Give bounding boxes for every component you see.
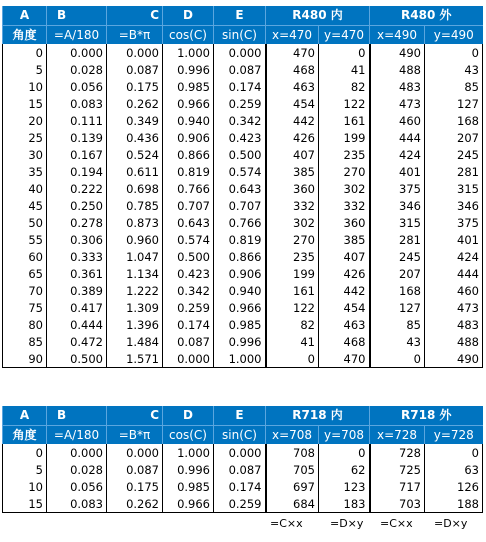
table-cell[interactable]: 281 [370, 231, 425, 248]
table-row [3, 333, 483, 350]
col-letter-c[interactable]: C [107, 6, 163, 26]
table-cell[interactable]: 424 [370, 146, 425, 163]
table-cell[interactable]: 346 [370, 197, 425, 214]
table-cell[interactable]: 0.175 [107, 78, 163, 95]
table-cell[interactable]: 0.985 [214, 316, 266, 333]
table-row [3, 299, 483, 316]
table-cell[interactable]: 0.707 [214, 197, 266, 214]
table-cell[interactable]: 426 [319, 265, 370, 282]
table-cell[interactable]: 35 [3, 163, 47, 180]
table-row [3, 112, 483, 129]
table-cell[interactable]: 0.175 [107, 478, 163, 495]
table-cell[interactable]: 0.574 [163, 231, 214, 248]
table-cell[interactable]: 0.306 [47, 231, 107, 248]
table-cell[interactable]: 401 [425, 231, 483, 248]
table-cell[interactable]: 442 [266, 112, 319, 129]
table-cell[interactable]: 281 [425, 163, 483, 180]
table-cell[interactable]: 0.423 [214, 129, 266, 146]
table-cell[interactable]: 85 [370, 316, 425, 333]
table-cell[interactable]: 65 [3, 265, 47, 282]
header-cos[interactable]: cos(C) [163, 26, 214, 45]
table-cell[interactable]: 0.500 [214, 146, 266, 163]
table-cell[interactable]: 473 [425, 299, 483, 316]
header-x-inner[interactable]: x=470 [266, 26, 319, 45]
table-cell[interactable]: 0.000 [107, 44, 163, 61]
table-cell[interactable]: 55 [3, 231, 47, 248]
table-cell[interactable]: 0.940 [214, 282, 266, 299]
table-cell[interactable]: 0.167 [47, 146, 107, 163]
table-cell[interactable]: 0.472 [47, 333, 107, 350]
table-cell[interactable]: 346 [425, 197, 483, 214]
col-letter-a[interactable]: A [3, 6, 47, 26]
table-cell[interactable]: 0.174 [163, 316, 214, 333]
table-cell[interactable]: 168 [425, 112, 483, 129]
col-letter-e[interactable]: E [214, 406, 266, 426]
table-cell[interactable]: 235 [266, 248, 319, 265]
table-cell[interactable]: 0.087 [214, 461, 266, 478]
header-row [3, 426, 483, 445]
table-cell[interactable]: 407 [319, 248, 370, 265]
table-cell[interactable]: 10 [3, 78, 47, 95]
table-row [3, 461, 483, 478]
table-cell[interactable]: 0.259 [214, 495, 266, 513]
formula-note-x-outer: =C×x [380, 517, 413, 530]
table-cell[interactable]: 0 [370, 350, 425, 368]
table-row [3, 197, 483, 214]
radius-480-table [2, 6, 483, 368]
table-cell[interactable]: 0.000 [47, 44, 107, 61]
table-cell[interactable]: 0.766 [163, 180, 214, 197]
header-x-outer[interactable]: x=490 [370, 26, 425, 45]
col-letter-b[interactable]: B [47, 6, 107, 26]
table-cell[interactable]: 245 [425, 146, 483, 163]
table-cell[interactable]: 0.222 [47, 180, 107, 197]
table-cell[interactable]: 41 [266, 333, 319, 350]
table-cell[interactable]: 0.643 [163, 214, 214, 231]
table-cell[interactable]: 0.574 [214, 163, 266, 180]
table-cell[interactable]: 0.361 [47, 265, 107, 282]
table-row [3, 78, 483, 95]
table-cell[interactable]: 0 [319, 444, 370, 461]
table-cell[interactable]: 490 [425, 350, 483, 368]
table-cell[interactable]: 0.960 [107, 231, 163, 248]
table-cell[interactable]: 0.259 [163, 299, 214, 316]
header-sin[interactable]: sin(C) [214, 426, 266, 445]
table-row [3, 146, 483, 163]
table-cell[interactable]: 463 [319, 316, 370, 333]
header-y-outer[interactable]: y=490 [425, 26, 483, 45]
table-cell[interactable]: 188 [425, 495, 483, 513]
table-cell[interactable]: 488 [370, 61, 425, 78]
formula-note-x-inner: =C×x [270, 517, 303, 530]
table-row [3, 265, 483, 282]
table-cell[interactable]: 0.262 [107, 95, 163, 112]
table-cell[interactable]: 0.423 [163, 265, 214, 282]
table-cell[interactable]: 705 [266, 461, 319, 478]
table-cell[interactable]: 90 [3, 350, 47, 368]
table-cell[interactable]: 82 [266, 316, 319, 333]
table-cell[interactable]: 0.000 [214, 444, 266, 461]
table-cell[interactable]: 0.278 [47, 214, 107, 231]
table-cell[interactable]: 62 [319, 461, 370, 478]
table-cell[interactable]: 0.028 [47, 61, 107, 78]
table-row [3, 248, 483, 265]
table-cell[interactable]: 385 [266, 163, 319, 180]
table-cell[interactable]: 0.985 [163, 478, 214, 495]
table-cell[interactable]: 454 [266, 95, 319, 112]
table-cell[interactable]: 0.349 [107, 112, 163, 129]
table-cell[interactable]: 0.250 [47, 197, 107, 214]
table-cell[interactable]: 45 [3, 197, 47, 214]
table-cell[interactable]: 0.866 [214, 248, 266, 265]
table-cell[interactable]: 0 [425, 44, 483, 61]
table-cell[interactable]: 0.087 [214, 61, 266, 78]
table-cell[interactable]: 25 [3, 129, 47, 146]
table-cell[interactable]: 468 [266, 61, 319, 78]
table-cell[interactable]: 442 [319, 282, 370, 299]
table-cell[interactable]: 401 [370, 163, 425, 180]
table-cell[interactable]: 0.417 [47, 299, 107, 316]
radius-718-table [2, 406, 483, 513]
table-cell[interactable]: 0 [425, 444, 483, 461]
table-cell[interactable]: 1.396 [107, 316, 163, 333]
table-cell[interactable]: 1.222 [107, 282, 163, 299]
table-cell[interactable]: 483 [425, 316, 483, 333]
table-row [3, 163, 483, 180]
table-row [3, 350, 483, 368]
table-cell[interactable]: 0.087 [107, 61, 163, 78]
table-cell[interactable]: 1.571 [107, 350, 163, 368]
table-cell[interactable]: 43 [370, 333, 425, 350]
table-cell[interactable]: 0.000 [214, 44, 266, 61]
table-cell[interactable]: 85 [425, 78, 483, 95]
table-cell[interactable]: 708 [266, 444, 319, 461]
col-letter-e[interactable]: E [214, 6, 266, 26]
table-cell[interactable]: 123 [319, 478, 370, 495]
header-sin[interactable]: sin(C) [214, 26, 266, 45]
formula-note-y-outer: =D×y [434, 517, 468, 530]
table-cell[interactable]: 470 [319, 350, 370, 368]
table-cell[interactable]: 0.996 [163, 461, 214, 478]
header-formula-b[interactable]: =A/180 [47, 26, 107, 45]
table-cell[interactable]: 407 [266, 146, 319, 163]
table-cell[interactable]: 0 [266, 350, 319, 368]
table-cell[interactable]: 0.056 [47, 478, 107, 495]
table-cell[interactable]: 235 [319, 146, 370, 163]
table-cell[interactable]: 50 [3, 214, 47, 231]
table-cell[interactable]: 0.139 [47, 129, 107, 146]
table-cell[interactable]: 0.259 [214, 95, 266, 112]
table-cell[interactable]: 0.333 [47, 248, 107, 265]
table-cell[interactable]: 488 [425, 333, 483, 350]
table-cell[interactable]: 0.785 [107, 197, 163, 214]
table-cell[interactable]: 360 [319, 214, 370, 231]
table-cell[interactable]: 85 [3, 333, 47, 350]
table-body [3, 444, 483, 513]
header-formula-b[interactable]: =A/180 [47, 426, 107, 445]
table-cell[interactable]: 684 [266, 495, 319, 513]
table-cell[interactable]: 483 [370, 78, 425, 95]
table-cell[interactable]: 0.111 [47, 112, 107, 129]
table-cell[interactable]: 15 [3, 95, 47, 112]
group-r480-inner[interactable]: R480 内 [266, 6, 370, 26]
table-cell[interactable]: 207 [425, 129, 483, 146]
table-cell[interactable]: 0.028 [47, 461, 107, 478]
column-letter-row [3, 406, 483, 426]
table-cell[interactable]: 0.966 [214, 299, 266, 316]
table-cell[interactable]: 725 [370, 461, 425, 478]
table-cell[interactable]: 0.056 [47, 78, 107, 95]
table-cell[interactable]: 80 [3, 316, 47, 333]
table-cell[interactable]: 0.643 [214, 180, 266, 197]
table-cell[interactable]: 385 [319, 231, 370, 248]
table-cell[interactable]: 270 [266, 231, 319, 248]
table-cell[interactable]: 0.436 [107, 129, 163, 146]
table-cell[interactable]: 468 [319, 333, 370, 350]
table-cell[interactable]: 41 [319, 61, 370, 78]
table-cell[interactable]: 0.866 [163, 146, 214, 163]
table-cell[interactable]: 0.966 [163, 495, 214, 513]
table-cell[interactable]: 245 [370, 248, 425, 265]
table-cell[interactable]: 0 [319, 44, 370, 61]
table-cell[interactable]: 122 [319, 95, 370, 112]
table-cell[interactable]: 126 [425, 478, 483, 495]
table-cell[interactable]: 199 [319, 129, 370, 146]
table-row [3, 44, 483, 61]
table-cell[interactable]: 1.000 [163, 44, 214, 61]
table-cell[interactable]: 270 [319, 163, 370, 180]
table-cell[interactable]: 0.611 [107, 163, 163, 180]
table-cell[interactable]: 0.906 [214, 265, 266, 282]
table-cell[interactable]: 40 [3, 180, 47, 197]
header-row [3, 26, 483, 45]
table-cell[interactable]: 20 [3, 112, 47, 129]
table-cell[interactable]: 0.000 [163, 350, 214, 368]
column-letter-row [3, 6, 483, 26]
table-cell[interactable]: 360 [266, 180, 319, 197]
table-cell[interactable]: 470 [266, 44, 319, 61]
table-cell[interactable]: 0.940 [163, 112, 214, 129]
table-cell[interactable]: 0.083 [47, 95, 107, 112]
table-cell[interactable]: 0.262 [107, 495, 163, 513]
table-cell[interactable]: 60 [3, 248, 47, 265]
table-cell[interactable]: 1.484 [107, 333, 163, 350]
table-cell[interactable]: 0.996 [214, 333, 266, 350]
table-cell[interactable]: 332 [266, 197, 319, 214]
table-cell[interactable]: 1.000 [163, 444, 214, 461]
table-cell[interactable]: 10 [3, 478, 47, 495]
table-cell[interactable]: 0.087 [163, 333, 214, 350]
table-cell[interactable]: 0.000 [47, 444, 107, 461]
table-cell[interactable]: 168 [370, 282, 425, 299]
table-cell[interactable]: 0.174 [214, 78, 266, 95]
table-cell[interactable]: 697 [266, 478, 319, 495]
table-cell[interactable]: 0.000 [107, 444, 163, 461]
table-cell[interactable]: 332 [319, 197, 370, 214]
table-cell[interactable]: 0.707 [163, 197, 214, 214]
table-cell[interactable]: 161 [266, 282, 319, 299]
header-x-inner[interactable]: x=708 [266, 426, 319, 445]
header-formula-c[interactable]: =B*π [107, 26, 163, 45]
table-cell[interactable]: 463 [266, 78, 319, 95]
table-cell[interactable]: 302 [319, 180, 370, 197]
table-cell[interactable]: 15 [3, 495, 47, 513]
table-cell[interactable]: 302 [266, 214, 319, 231]
header-cos[interactable]: cos(C) [163, 426, 214, 445]
table-cell[interactable]: 375 [370, 180, 425, 197]
table-cell[interactable]: 444 [370, 129, 425, 146]
table-cell[interactable]: 0.083 [47, 495, 107, 513]
table-cell[interactable]: 0.389 [47, 282, 107, 299]
table-cell[interactable]: 0.873 [107, 214, 163, 231]
group-r718-inner[interactable]: R718 内 [266, 406, 370, 426]
table-cell[interactable]: 0 [3, 44, 47, 61]
table-cell[interactable]: 0.906 [163, 129, 214, 146]
header-x-outer[interactable]: x=728 [370, 426, 425, 445]
table-cell[interactable]: 5 [3, 461, 47, 478]
table-cell[interactable]: 490 [370, 44, 425, 61]
table-cell[interactable]: 1.134 [107, 265, 163, 282]
table-cell[interactable]: 728 [370, 444, 425, 461]
header-y-outer[interactable]: y=728 [425, 426, 483, 445]
table-cell[interactable]: 1.309 [107, 299, 163, 316]
table-cell[interactable]: 460 [425, 282, 483, 299]
table-row [3, 61, 483, 78]
table-row [3, 282, 483, 299]
col-letter-a[interactable]: A [3, 406, 47, 426]
table-cell[interactable]: 127 [425, 95, 483, 112]
table-cell[interactable]: 127 [370, 299, 425, 316]
table-cell[interactable]: 0.966 [163, 95, 214, 112]
table-cell[interactable]: 315 [370, 214, 425, 231]
table-cell[interactable]: 454 [319, 299, 370, 316]
table-body [3, 44, 483, 368]
table-row [3, 214, 483, 231]
table-row [3, 95, 483, 112]
table-row [3, 231, 483, 248]
table-cell[interactable]: 5 [3, 61, 47, 78]
header-y-inner[interactable]: y=708 [319, 426, 370, 445]
table-cell[interactable]: 375 [425, 214, 483, 231]
table-cell[interactable]: 444 [425, 265, 483, 282]
table-cell[interactable]: 0 [3, 444, 47, 461]
table-cell[interactable]: 0.342 [214, 112, 266, 129]
table-cell[interactable]: 161 [319, 112, 370, 129]
table-cell[interactable]: 0.087 [107, 461, 163, 478]
table-cell[interactable]: 30 [3, 146, 47, 163]
table-cell[interactable]: 0.500 [163, 248, 214, 265]
table-cell[interactable]: 0.766 [214, 214, 266, 231]
table-cell[interactable]: 0.174 [214, 478, 266, 495]
table-cell[interactable]: 207 [370, 265, 425, 282]
table-cell[interactable]: 0.342 [163, 282, 214, 299]
table-cell[interactable]: 426 [266, 129, 319, 146]
table-cell[interactable]: 473 [370, 95, 425, 112]
header-y-inner[interactable]: y=470 [319, 26, 370, 45]
table-cell[interactable]: 703 [370, 495, 425, 513]
col-letter-d[interactable]: D [163, 406, 214, 426]
table-cell[interactable]: 63 [425, 461, 483, 478]
table-cell[interactable]: 199 [266, 265, 319, 282]
group-r718-outer[interactable]: R718 外 [370, 406, 483, 426]
table-row [3, 444, 483, 461]
table-cell[interactable]: 0.996 [163, 61, 214, 78]
table-row [3, 316, 483, 333]
table-cell[interactable]: 183 [319, 495, 370, 513]
header-angle[interactable]: 角度 [3, 26, 47, 45]
table-cell[interactable]: 0.194 [47, 163, 107, 180]
formula-note-y-inner: =D×y [330, 517, 364, 530]
table-row [3, 129, 483, 146]
table-cell[interactable]: 460 [370, 112, 425, 129]
table-row [3, 478, 483, 495]
table-cell[interactable]: 0.819 [163, 163, 214, 180]
table-cell[interactable]: 315 [425, 180, 483, 197]
table-cell[interactable]: 43 [425, 61, 483, 78]
col-letter-b[interactable]: B [47, 406, 107, 426]
table-cell[interactable]: 0.698 [107, 180, 163, 197]
table-cell[interactable]: 122 [266, 299, 319, 316]
table-cell[interactable]: 0.524 [107, 146, 163, 163]
table-cell[interactable]: 0.444 [47, 316, 107, 333]
table-cell[interactable]: 1.000 [214, 350, 266, 368]
table-cell[interactable]: 75 [3, 299, 47, 316]
table-cell[interactable]: 0.500 [47, 350, 107, 368]
table-cell[interactable]: 1.047 [107, 248, 163, 265]
header-formula-c[interactable]: =B*π [107, 426, 163, 445]
table-cell[interactable]: 424 [425, 248, 483, 265]
table-cell[interactable]: 82 [319, 78, 370, 95]
col-letter-d[interactable]: D [163, 6, 214, 26]
table-row [3, 180, 483, 197]
group-r480-outer[interactable]: R480 外 [370, 6, 483, 26]
table-cell[interactable]: 0.819 [214, 231, 266, 248]
header-angle[interactable]: 角度 [3, 426, 47, 445]
table-cell[interactable]: 0.985 [163, 78, 214, 95]
col-letter-c[interactable]: C [107, 406, 163, 426]
table-cell[interactable]: 717 [370, 478, 425, 495]
table-row [3, 495, 483, 513]
table-cell[interactable]: 70 [3, 282, 47, 299]
